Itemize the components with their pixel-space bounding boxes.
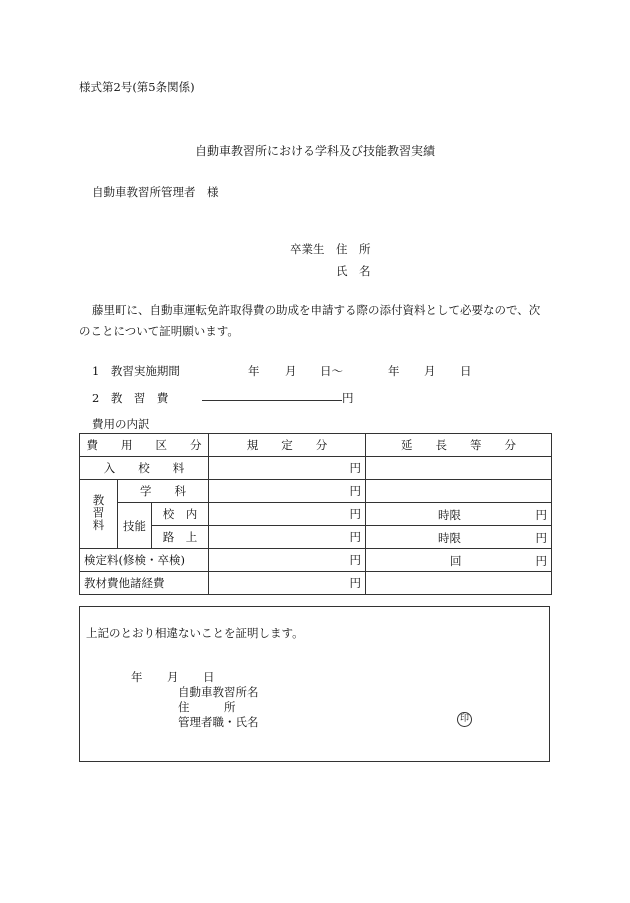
school-name-label: 自動車教習所名 (178, 685, 259, 699)
exam-fee-standard-yen: 円 (209, 549, 366, 572)
item-period-label: 1 教習実施期間 (92, 364, 180, 378)
breakdown-title: 費用の内訳 (92, 417, 150, 431)
graduate-address-label: 住 所 (336, 242, 371, 256)
on-road-hours-label: 時限 (438, 531, 462, 545)
admission-standard-yen: 円 (209, 457, 366, 480)
form-number: 様式第2号(第5条関係) (79, 80, 195, 94)
on-campus-extension-cell (366, 503, 552, 526)
certification-day: 日 (203, 670, 215, 684)
on-road-extension-cell (366, 526, 552, 549)
admission-extension-cell (366, 457, 552, 480)
table-row-on-campus (80, 503, 552, 526)
addressee: 自動車教習所管理者 様 (92, 185, 219, 199)
period-start-day: 日〜 (320, 364, 343, 378)
on-campus-hours-label: 時限 (438, 508, 462, 522)
cost-breakdown-table (79, 433, 552, 595)
body-text-line-1: 藤里町に、自動車運転免許取得費の助成を申請する際の添付資料として必要なので、次 (92, 303, 541, 317)
tuition-label-cell (80, 480, 118, 549)
period-start-month: 月 (285, 364, 297, 378)
period-end-day: 日 (460, 364, 472, 378)
item-fee-label: 2 教 習 費 (92, 391, 169, 405)
table-row-admission (80, 457, 552, 480)
table-row-academic (80, 480, 552, 503)
materials-extension-cell (366, 572, 552, 595)
materials-label: 教材費他諸経費 (80, 572, 209, 595)
certification-statement: 上記のとおり相違ないことを証明します。 (86, 626, 304, 640)
exam-fee-extension-cell (366, 549, 552, 572)
on-campus-extension-yen: 円 (535, 508, 548, 522)
header-standard: 規 定 分 (209, 434, 366, 457)
materials-standard-yen: 円 (209, 572, 366, 595)
fee-underline (202, 400, 342, 401)
period-end-year: 年 (388, 364, 400, 378)
table-header-row (80, 434, 552, 457)
on-road-label: 路 上 (152, 526, 209, 549)
period-end-month: 月 (424, 364, 436, 378)
exam-fee-label: 検定料(修検・卒検) (80, 549, 209, 572)
school-address-label: 住 所 (178, 700, 236, 714)
header-extension: 延 長 等 分 (366, 434, 552, 457)
skills-label: 技能 (118, 503, 152, 549)
fee-unit: 円 (342, 391, 354, 405)
exam-fee-extension-yen: 円 (535, 554, 548, 568)
seal-mark: 印 (457, 712, 472, 727)
graduate-label: 卒業生 (290, 242, 325, 256)
table-row-materials (80, 572, 552, 595)
academic-standard-yen: 円 (209, 480, 366, 503)
academic-label: 学 科 (118, 480, 209, 503)
exam-fee-times-label: 回 (450, 554, 462, 568)
on-road-standard-yen: 円 (209, 526, 366, 549)
certification-month: 月 (167, 670, 179, 684)
header-category: 費 用 区 分 (80, 434, 209, 457)
body-text-line-2: のことについて証明願います。 (79, 324, 239, 338)
tuition-label: 教習料 (91, 493, 106, 532)
on-campus-label: 校 内 (152, 503, 209, 526)
admission-label: 入 校 料 (80, 457, 209, 480)
period-start-year: 年 (248, 364, 260, 378)
academic-extension-cell (366, 480, 552, 503)
on-campus-standard-yen: 円 (209, 503, 366, 526)
certification-year: 年 (131, 670, 143, 684)
on-road-extension-yen: 円 (535, 531, 548, 545)
table-row-exam-fee (80, 549, 552, 572)
manager-name-label: 管理者職・氏名 (178, 715, 259, 729)
document-title: 自動車教習所における学科及び技能教習実績 (194, 144, 435, 158)
graduate-name-label: 氏 名 (336, 264, 371, 278)
